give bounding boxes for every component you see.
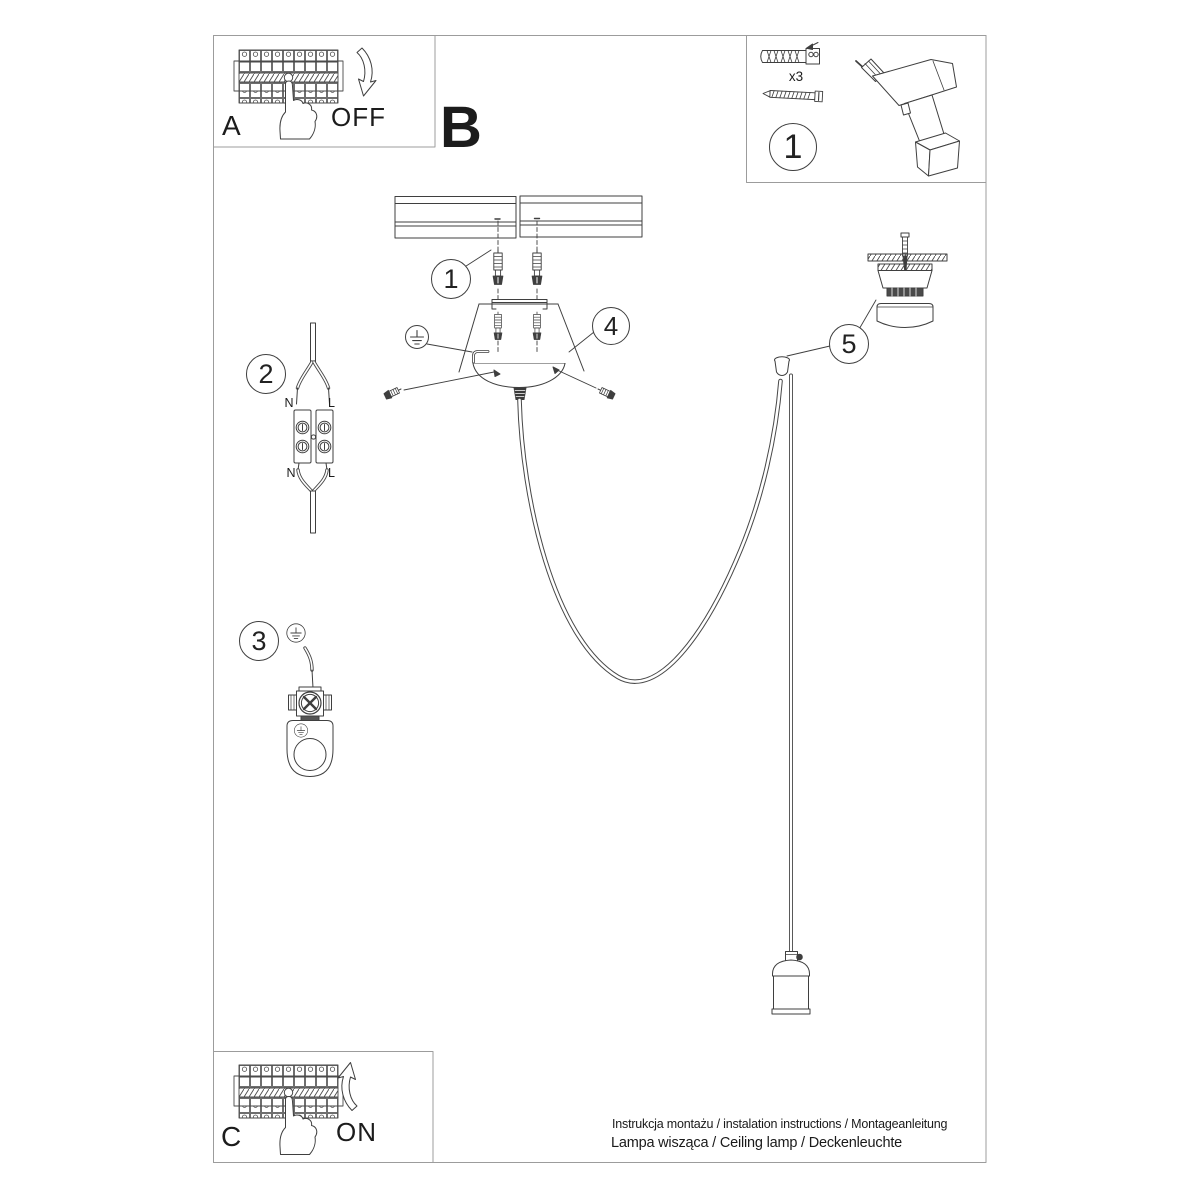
step-2-badge: 2: [246, 354, 286, 394]
pendant-cable: [520, 376, 792, 953]
badge-1-leader-line: [463, 250, 491, 268]
wire-label-n-bottom: N: [286, 466, 296, 480]
earth-symbol-icon-small: [287, 624, 305, 642]
box-c-action-label: ON: [336, 1117, 377, 1147]
ceiling-boards: [395, 196, 642, 238]
parts-box-badge: 1: [769, 123, 817, 171]
footer-title-line1: Instrukcja montażu / instalation instructions / Montageanleitung: [612, 1117, 948, 1131]
arrow-down-icon: [357, 48, 376, 96]
wire-connection-diagram: [294, 323, 333, 533]
ceiling-screws: [493, 250, 542, 285]
mounting-screw-icon: [763, 88, 823, 101]
box-a-label: A: [222, 110, 241, 141]
ceiling-cup-assembly: [868, 233, 947, 328]
step-3-badge: 3: [239, 621, 279, 661]
earth-symbol-icon: [406, 326, 489, 363]
alignment-dashed-lines: [498, 221, 537, 352]
step-5-badge: 5: [829, 324, 869, 364]
drill-icon: [856, 59, 960, 176]
step-4-badge: 4: [592, 307, 630, 345]
cable-grip: [514, 388, 526, 400]
footer-title-line2: Lampa wisząca / Ceiling lamp / Deckenleuchte: [611, 1135, 903, 1151]
wire-label-l-bottom: L: [328, 466, 335, 480]
section-label-b: B: [440, 95, 482, 160]
wall-plug-icon: [761, 43, 820, 65]
wire-label-n-top: N: [284, 396, 294, 410]
canopy-outline: [459, 300, 584, 373]
ground-clamp-assembly: [287, 648, 333, 777]
wire-label-l-top: L: [328, 396, 335, 410]
box-c-label: C: [221, 1121, 242, 1152]
ceiling-hook-grip: [775, 357, 790, 376]
lamp-socket: [772, 952, 810, 1015]
box-a-action-label: OFF: [331, 102, 386, 132]
canopy-dome: [473, 364, 565, 388]
dowel-count-label: x3: [788, 69, 804, 84]
step-1-badge: 1: [431, 259, 471, 299]
